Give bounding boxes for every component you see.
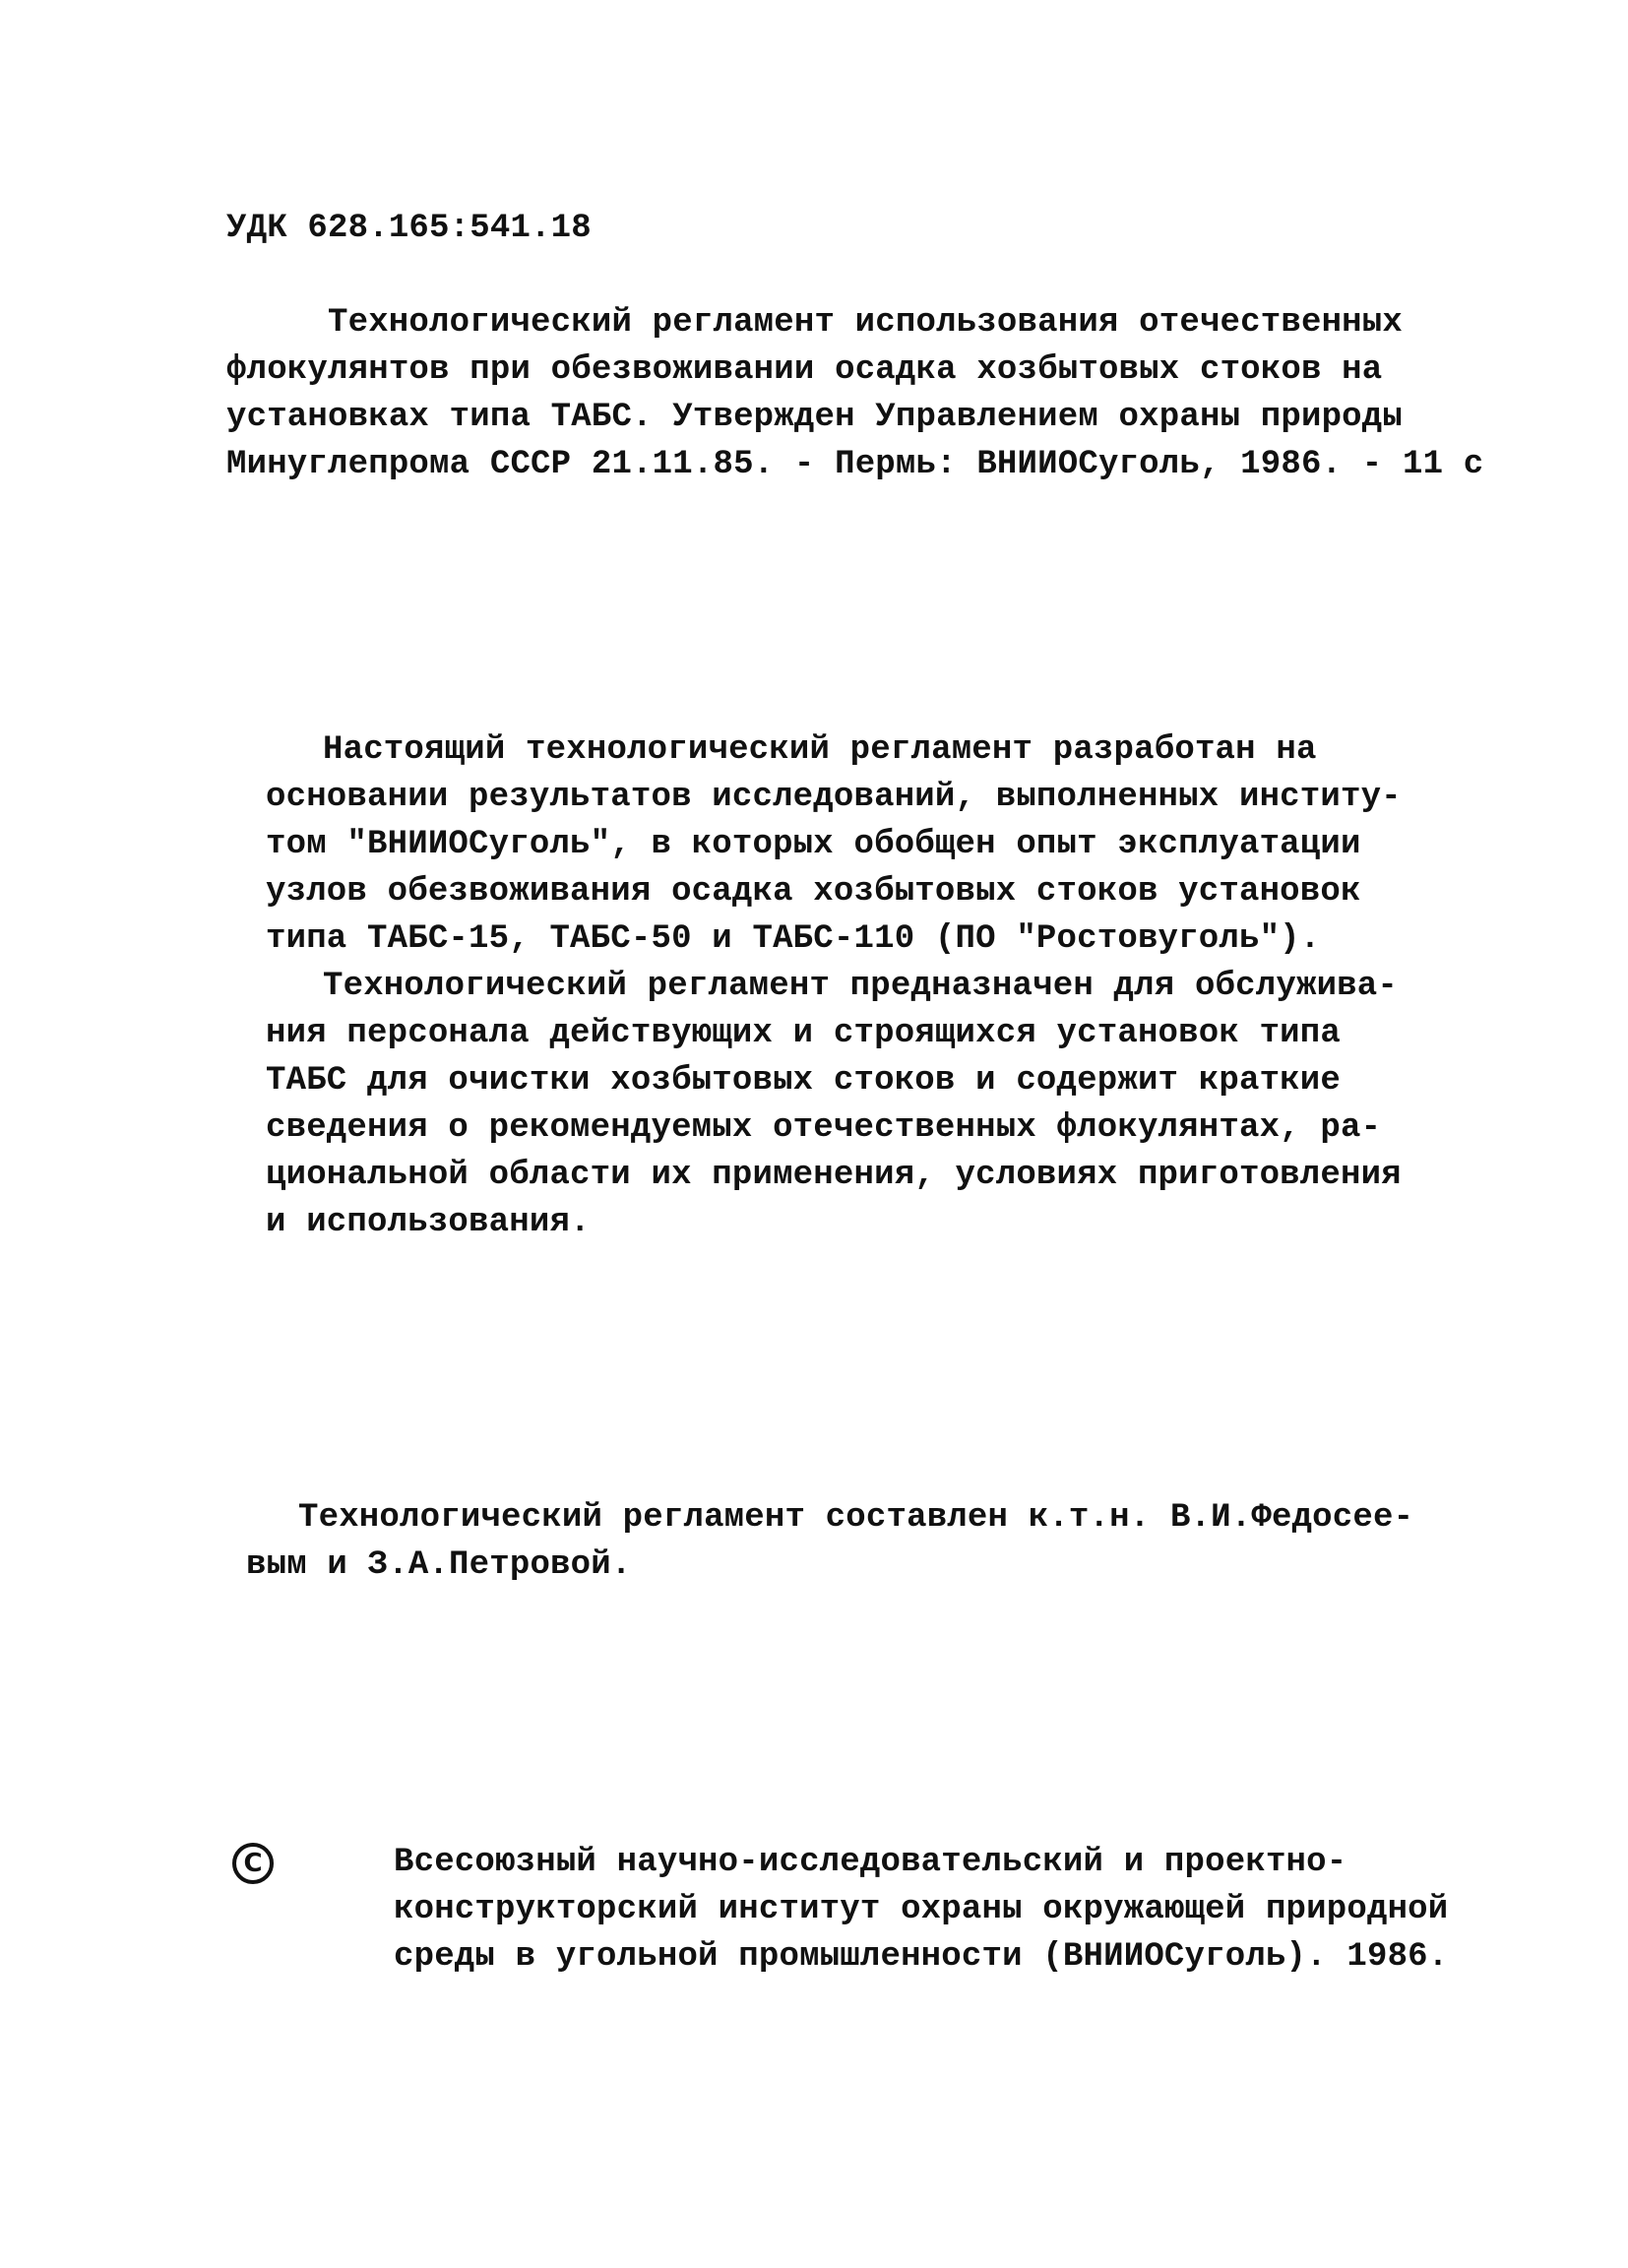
abstract-line: ния персонала действующих и строящихся установок типа (266, 1015, 1341, 1052)
copyright-line: конструкторский институт охраны окружающей природной (394, 1891, 1449, 1928)
copyright-line: Всесоюзный научно-исследовательский и проектно- (394, 1844, 1347, 1881)
abstract-line: типа ТАБС-15, ТАБС-50 и ТАБС-110 (ПО "Ростовуголь"). (266, 920, 1321, 958)
abstract-line: основании результатов исследований, выполненных институ- (266, 779, 1402, 816)
authors-line: Технологический регламент составлен к.т.н. В.И.Федосее- (298, 1499, 1414, 1537)
abstract-line: циональной области их применения, условиях приготовления (266, 1157, 1402, 1194)
bibliographic-line: флокулянтов при обезвоживании осадка хозбытовых стоков на (226, 351, 1383, 389)
abstract-line: узлов обезвоживания осадка хозбытовых стоков установок (266, 873, 1361, 911)
udk-code: УДК 628.165:541.18 (226, 210, 592, 247)
abstract-line: сведения о рекомендуемых отечественных флокулянтах, ра- (266, 1109, 1382, 1147)
abstract-line: и использования. (266, 1204, 591, 1241)
abstract-line: том "ВНИИОСуголь", в которых обобщен опыт эксплуатации (266, 826, 1361, 863)
abstract-line: Технологический регламент предназначен для обслужива- (323, 968, 1398, 1005)
abstract-line: ТАБС для очистки хозбытовых стоков и содержит краткие (266, 1062, 1341, 1100)
bibliographic-line: Минуглепрома СССР 21.11.85. - Пермь: ВНИИОСуголь, 1986. - 11 с (226, 446, 1484, 483)
bibliographic-line: установках типа ТАБС. Утвержден Управлением охраны природы (226, 399, 1403, 436)
copyright-icon: C (232, 1843, 274, 1884)
authors-line: вым и З.А.Петровой. (246, 1546, 632, 1584)
copyright-line: среды в угольной промышленности (ВНИИОСуголь). 1986. (394, 1938, 1449, 1976)
bibliographic-line: Технологический регламент использования отечественных (328, 304, 1403, 342)
abstract-line: Настоящий технологический регламент разработан на (323, 731, 1317, 769)
